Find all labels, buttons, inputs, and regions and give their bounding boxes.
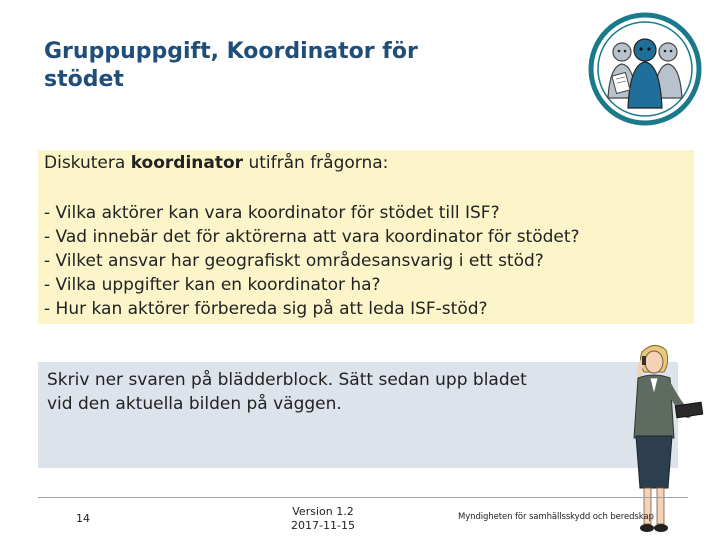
discussion-intro <box>44 153 388 173</box>
list-item: - Vilka uppgifter kan en koordinator ha? <box>44 275 381 295</box>
instructions-line2: vid den aktuella bilden på väggen. <box>47 394 342 414</box>
list-item: - Hur kan aktörer förbereda sig på att leda ISF-stöd? <box>44 299 488 319</box>
version-date: 2017-11-15 <box>291 519 355 532</box>
instructions-line1: Skriv ner svaren på blädderblock. Sätt sedan upp bladet <box>47 370 527 390</box>
version-block <box>268 505 378 533</box>
slide-title-line2: stödet <box>44 67 124 92</box>
list-item: - Vilket ansvar har geografiskt områdesansvarig i ett stöd? <box>44 251 544 271</box>
group-people-icon <box>588 12 702 126</box>
instructions-text <box>47 368 627 416</box>
footer-divider <box>38 497 688 498</box>
version-label: Version 1.2 <box>292 505 354 518</box>
list-item: - Vad innebär det för aktörerna att vara koordinator för stödet? <box>44 227 580 247</box>
agency-name: Myndigheten för samhällsskydd och beredskap <box>458 512 654 522</box>
slide-title <box>44 38 504 94</box>
page-number: 14 <box>76 512 90 525</box>
slide-title-line1: Gruppuppgift, Koordinator för <box>44 39 418 64</box>
intro-bold: koordinator <box>130 153 244 173</box>
question-list <box>44 201 580 321</box>
list-item: - Vilka aktörer kan vara koordinator för stödet till ISF? <box>44 203 500 223</box>
intro-suffix: utifrån frågorna: <box>243 153 389 173</box>
intro-prefix: Diskutera <box>44 153 131 173</box>
businesswoman-illustration <box>604 338 704 538</box>
